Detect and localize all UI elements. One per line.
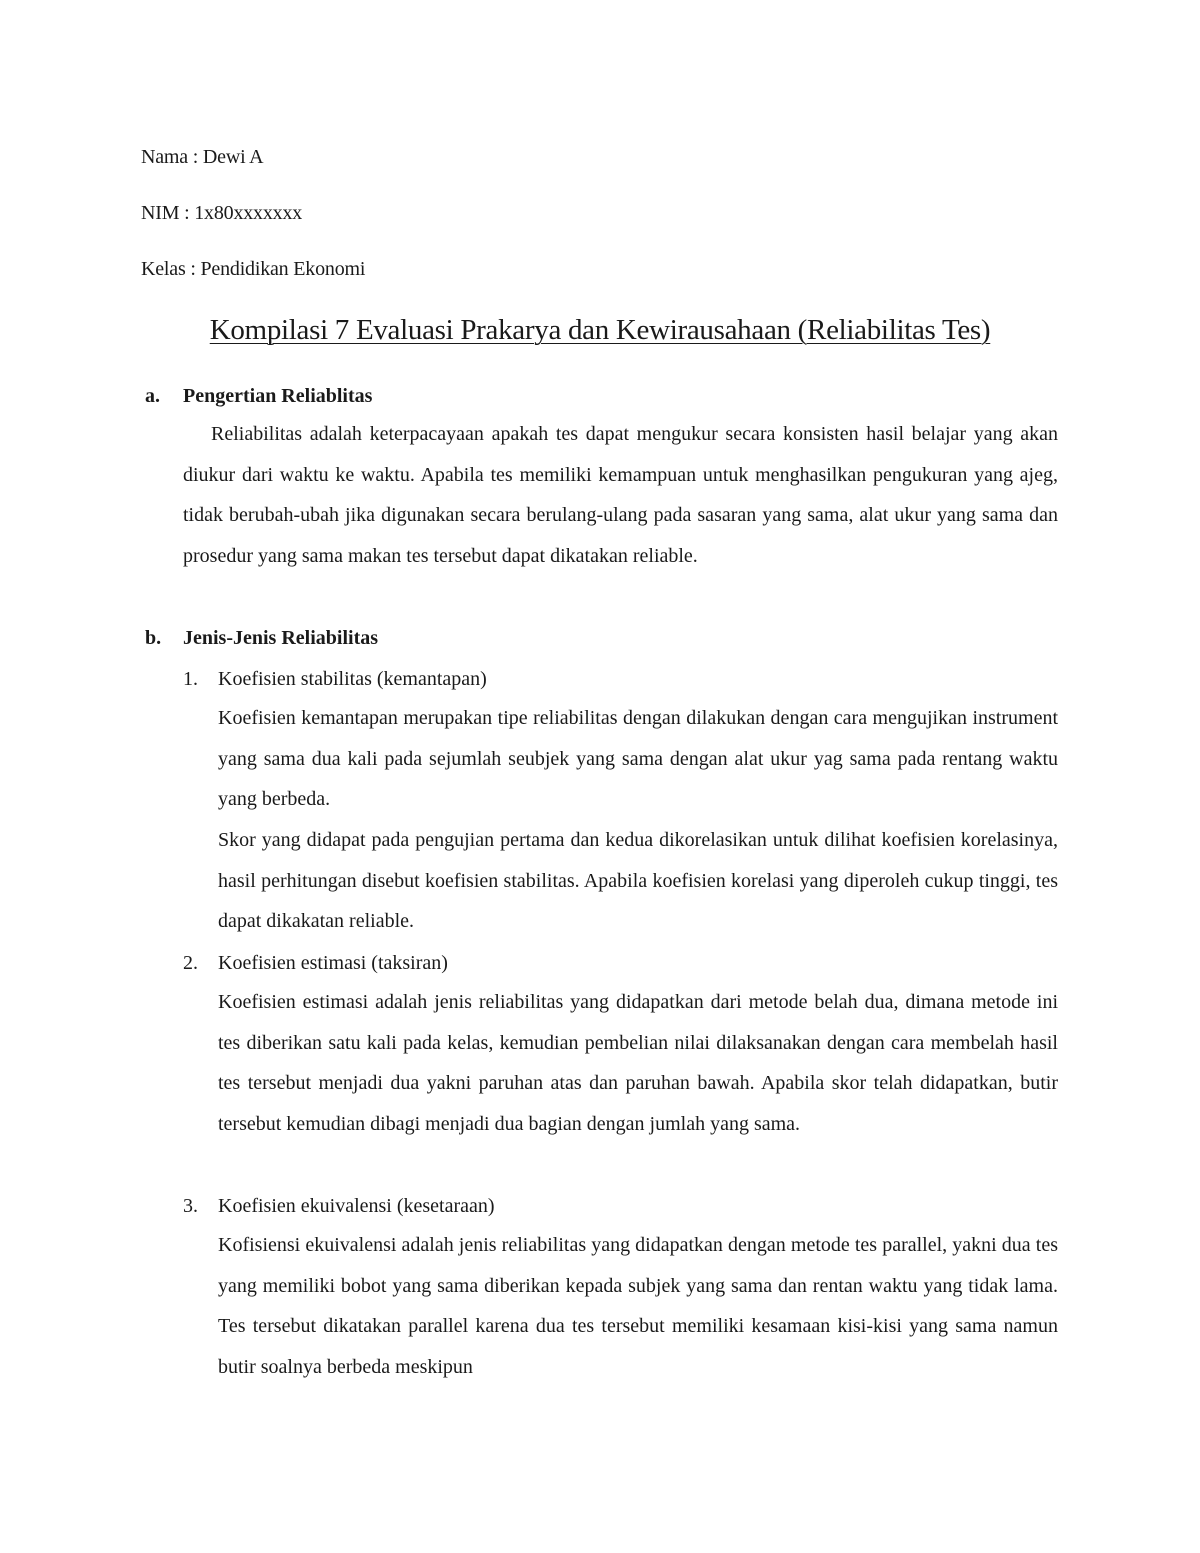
student-name: Nama : Dewi A (141, 146, 264, 168)
document-title: Kompilasi 7 Evaluasi Prakarya dan Kewirausahaan (Reliabilitas Tes) (209, 314, 991, 346)
student-class: Kelas : Pendidikan Ekonomi (141, 258, 366, 280)
section-a-paragraph: Reliabilitas adalah keterpacayaan apakah tes dapat mengukur secara konsisten hasil belajar yang akan diukur dari waktu ke waktu. Apabila tes memiliki kemampuan untuk menghasilkan pengukuran yang ajeg, tidak berubah-ubah jika digunakan secara berulang-ulang pada sasaran yang sama, alat ukur yang sama dan prosedur yang sama makan tes tersebut dapat dikatakan reliable. (183, 423, 1058, 567)
item-1-paragraph-2: Skor yang didapat pada pengujian pertama dan kedua dikorelasikan untuk dilihat koefisien korelasinya, hasil perhitungan disebut koefisien stabilitas. Apabila koefisien korelasi yang diperoleh cukup tinggi, tes dapat dikakatan reliable. (218, 829, 1058, 933)
item-3-title: Koefisien ekuivalensi (kesetaraan) (218, 1195, 495, 1217)
section-a-marker: a. (145, 385, 160, 407)
item-2-number: 2. (183, 952, 198, 974)
section-a-heading: Pengertian Reliablitas (183, 385, 373, 407)
section-b-marker: b. (145, 627, 162, 649)
item-3-paragraph-1: Kofisiensi ekuivalensi adalah jenis reliabilitas yang didapatkan dengan metode tes parallel, yakni dua tes yang memiliki bobot yang sama diberikan kepada subjek yang sama dan rentan waktu yang tidak lama. Tes tersebut dikatakan parallel karena dua tes tersebut memiliki kesamaan kisi-kisi yang sama namun butir soalnya berbeda meskipun (218, 1234, 1058, 1378)
item-2-paragraph-1: Koefisien estimasi adalah jenis reliabilitas yang didapatkan dari metode belah dua, dimana metode ini tes diberikan satu kali pada kelas, kemudian pembelian nilai dilaksanakan dengan cara membelah hasil tes tersebut menjadi dua yakni paruhan atas dan paruhan bawah. Apabila skor telah didapatkan, butir tersebut kemudian dibagi menjadi dua bagian dengan jumlah yang sama. (218, 991, 1058, 1135)
item-3-number: 3. (183, 1195, 198, 1217)
item-1-paragraph-1: Koefisien kemantapan merupakan tipe reliabilitas dengan dilakukan dengan cara mengujikan instrument yang sama dua kali pada sejumlah seubjek yang sama dengan alat ukur yag sama pada rentang waktu yang berbeda. (218, 707, 1058, 811)
item-2-title: Koefisien estimasi (taksiran) (218, 952, 448, 974)
student-nim: NIM : 1x80xxxxxxx (141, 202, 303, 224)
item-1-number: 1. (183, 668, 198, 690)
item-1-title: Koefisien stabilitas (kemantapan) (218, 668, 487, 690)
section-b-heading: Jenis-Jenis Reliabilitas (183, 627, 379, 649)
